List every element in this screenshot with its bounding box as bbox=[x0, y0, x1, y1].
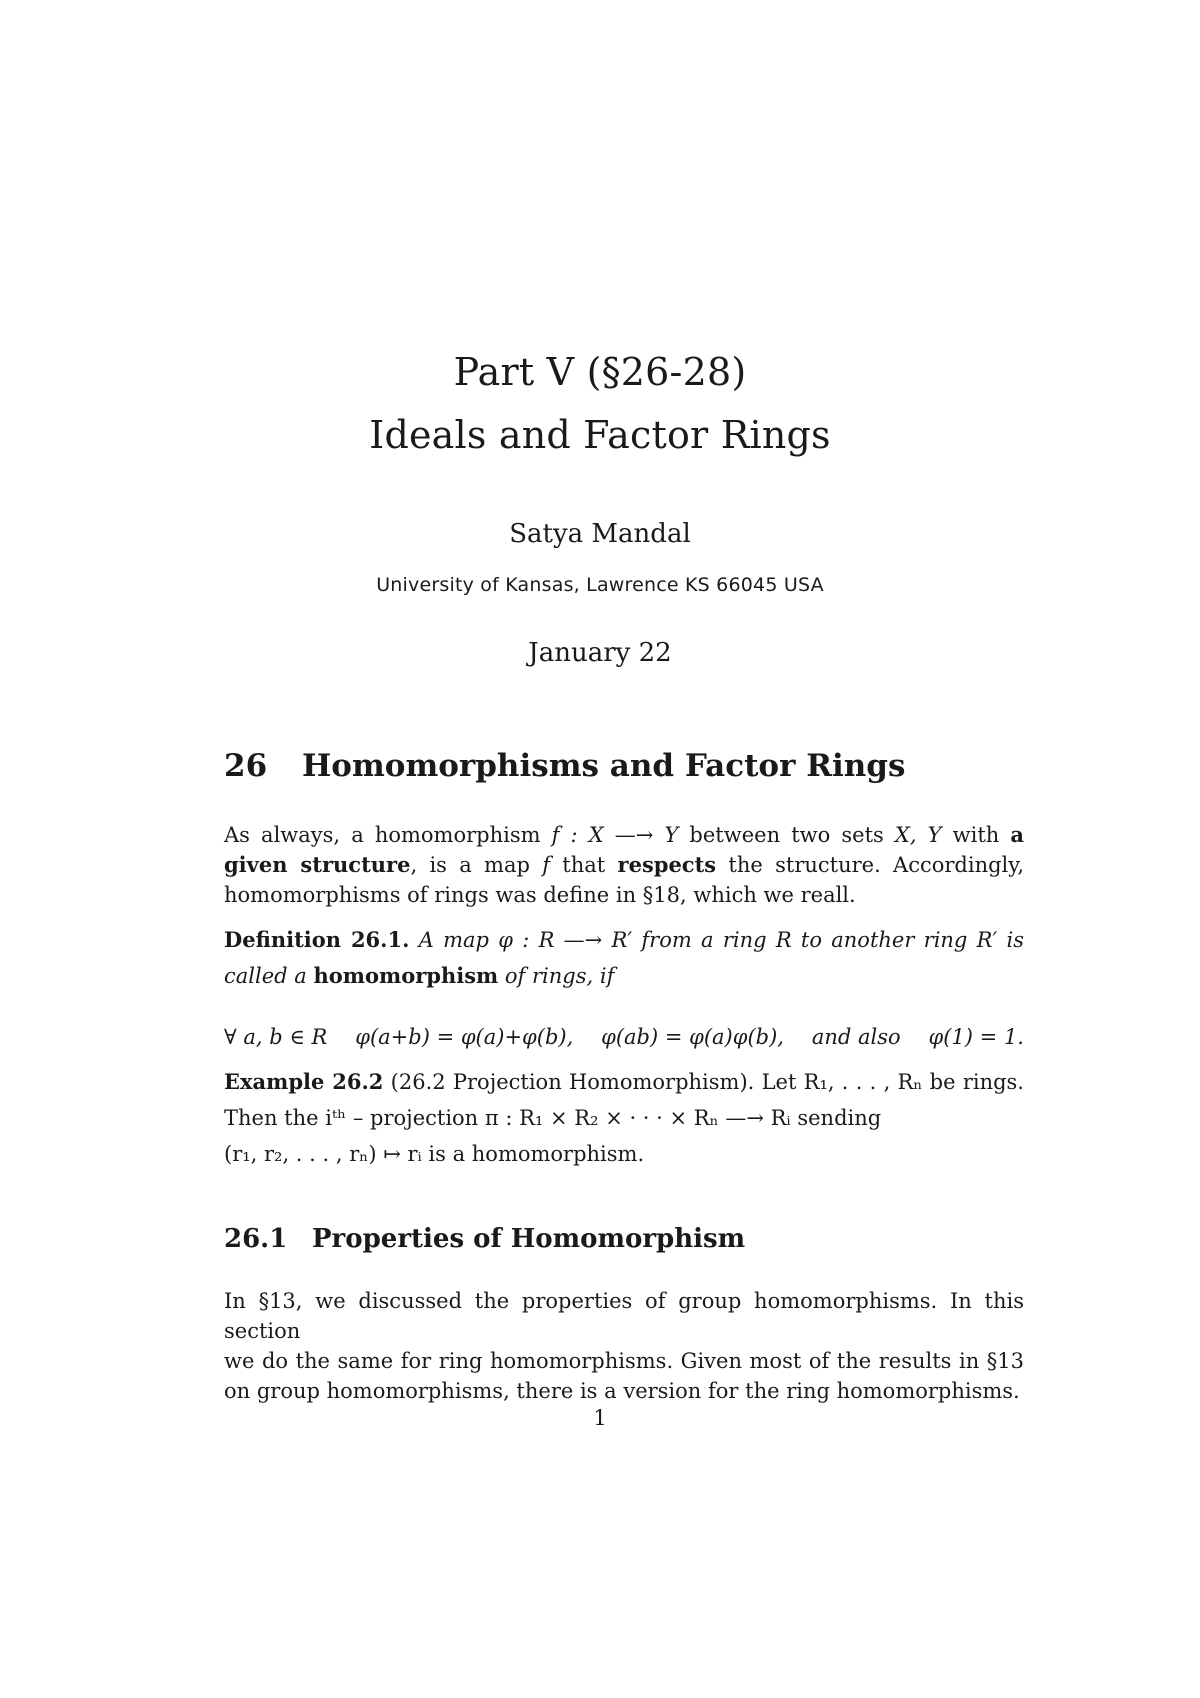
author-name: Satya Mandal bbox=[509, 519, 691, 549]
intro-line-3: homomorphisms of rings was define in §18, which we reall. bbox=[224, 883, 856, 907]
definition-26-1 bbox=[224, 922, 1024, 994]
subsection-number: 26.1 bbox=[224, 1224, 288, 1254]
eq-quantifier: ∀ a, b ∈ R bbox=[224, 1025, 328, 1049]
subsection-title: Properties of Homomorphism bbox=[312, 1224, 746, 1254]
properties-line-3: on group homomorphisms, there is a version for the ring homomorphisms. bbox=[224, 1379, 1020, 1403]
eq-and-also: and also bbox=[811, 1025, 901, 1049]
properties-line-2: we do the same for ring homomorphisms. Given most of the results in §13 bbox=[224, 1349, 1024, 1373]
section-title: Homomorphisms and Factor Rings bbox=[302, 748, 906, 784]
eq-unity: φ(1) = 1. bbox=[928, 1025, 1024, 1049]
example-label: Example 26.2 bbox=[224, 1069, 384, 1094]
title-line-1: Part V (§26-28) bbox=[453, 350, 747, 394]
section-heading-26-1 bbox=[224, 1224, 1024, 1254]
example-line-3: (r₁, r₂, . . . , rₙ) ↦ rᵢ is a homomorphism. bbox=[224, 1142, 645, 1166]
page-number: 1 bbox=[593, 1406, 607, 1430]
intro-line-2: given structure, is a map f that respects the structure. Accordingly, bbox=[224, 852, 1025, 877]
definition-line-2: called a homomorphism of rings, if bbox=[224, 963, 615, 988]
eq-multiplicative: φ(ab) = φ(a)φ(b), bbox=[601, 1025, 784, 1049]
example-26-2 bbox=[224, 1064, 1024, 1172]
eq-additive: φ(a+b) = φ(a)+φ(b), bbox=[355, 1025, 574, 1049]
intro-paragraph bbox=[224, 820, 1024, 910]
definition-label: Definition 26.1. bbox=[224, 927, 410, 952]
author-affiliation: University of Kansas, Lawrence KS 66045 USA bbox=[376, 574, 824, 596]
properties-line-1: In §13, we discussed the properties of group homomorphisms. In this section bbox=[224, 1289, 1024, 1343]
properties-paragraph bbox=[224, 1286, 1024, 1406]
definition-line-1: Definition 26.1. A map φ : R —→ R′ from a ring R to another ring R′ is bbox=[224, 927, 1024, 952]
section-heading-26 bbox=[224, 748, 1024, 784]
example-line-1: Example 26.2 (26.2 Projection Homomorphism). Let R₁, . . . , Rₙ be rings. bbox=[224, 1069, 1024, 1094]
section-number: 26 bbox=[224, 748, 268, 784]
example-line-2: Then the iᵗʰ – projection π : R₁ × R₂ × · · · × Rₙ —→ Rᵢ sending bbox=[224, 1106, 882, 1130]
intro-line-1: As always, a homomorphism f : X —→ Y between two sets X, Y with a bbox=[224, 822, 1024, 847]
title-line-2: Ideals and Factor Rings bbox=[369, 413, 831, 457]
definition-equation bbox=[224, 1022, 1024, 1052]
document-date: January 22 bbox=[528, 638, 672, 668]
